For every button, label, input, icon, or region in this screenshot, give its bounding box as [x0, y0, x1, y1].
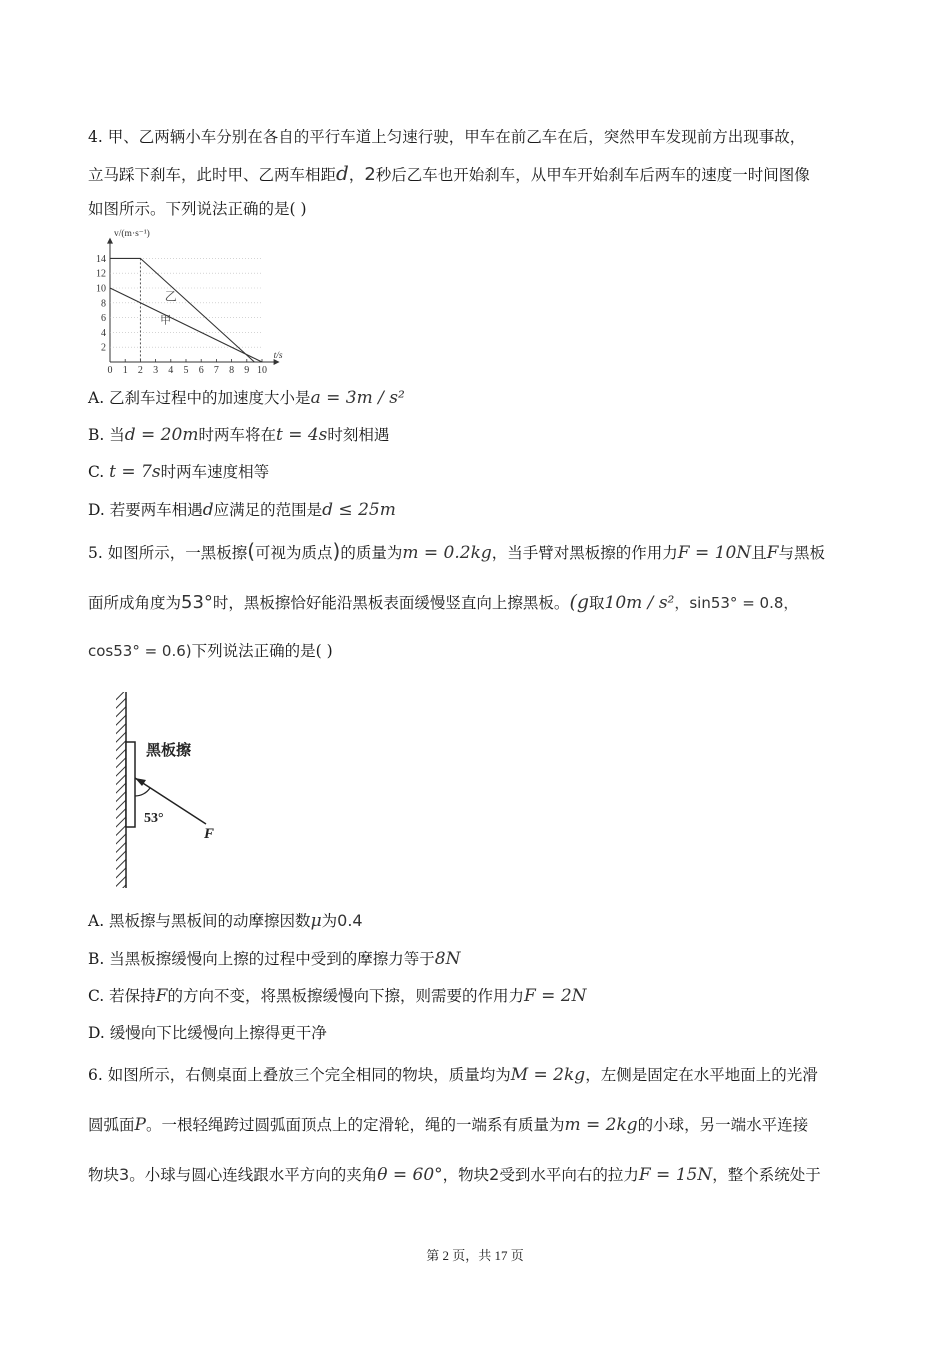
y-tick-label: 10	[96, 283, 106, 295]
q6-text: 。小球与圆心连线跟水平方向的夹角	[129, 1166, 378, 1184]
x-tick-label: 8	[229, 365, 235, 376]
eraser-figure	[108, 690, 238, 890]
y-tick-label: 14	[96, 253, 106, 265]
q4-option-c	[88, 461, 269, 483]
q5-option-c	[88, 985, 587, 1007]
q5-text: 5. 如图所示，一黑板擦	[88, 544, 248, 562]
angle-arc	[135, 788, 150, 796]
q4-text: 如图所示。下列说法正确的是( )	[88, 200, 307, 218]
option-text: 时两车将在	[198, 426, 276, 444]
x-tick-label: 3	[153, 365, 159, 376]
math-expression: cos53° = 0.6)	[88, 642, 192, 660]
option-text: C. 若保持	[88, 987, 156, 1005]
option-text: D. 缓慢向下比缓慢向上擦得更干净	[88, 1024, 327, 1042]
math-expression: 2	[489, 1165, 500, 1184]
series-label-jia: 甲	[160, 314, 172, 327]
q5-text: 时，黑板擦恰好能沿黑板表面缓慢竖直向上擦黑板。	[212, 594, 570, 612]
q5-option-b	[88, 948, 460, 970]
q5-option-a	[88, 910, 363, 932]
q6-text: 受到水平向右的拉力	[499, 1166, 639, 1184]
math-expression: d	[202, 500, 214, 520]
x-axis-label: t/s	[273, 351, 283, 361]
math-expression: d ≤ 25m	[322, 500, 396, 520]
q4-text: 秒后乙车也开始刹车，从甲车开始刹车后两车的速度一时间图像	[375, 166, 810, 184]
q6-text: 的小球，另一端水平连接	[637, 1116, 809, 1134]
q5-text: 面所成角度为	[88, 594, 182, 612]
math-expression: m = 2kg	[564, 1115, 638, 1135]
paren: (	[247, 539, 256, 563]
eraser-label: 黑板擦	[146, 743, 192, 759]
series-line-yi	[110, 258, 254, 362]
x-tick-label: 7	[213, 365, 219, 376]
q5-stem-line2	[88, 591, 798, 614]
eraser-block	[126, 742, 135, 827]
option-text: A. 乙刹车过程中的加速度大小是	[88, 389, 311, 407]
angle-label: 53°	[144, 811, 164, 826]
q5-text: 且	[751, 544, 767, 562]
math-expression: 0.4	[337, 911, 363, 930]
series-label-yi: 乙	[164, 289, 177, 304]
page-footer: 第 2 页，共 17 页	[426, 1248, 524, 1263]
paren: )	[332, 539, 341, 563]
math-expression: P	[134, 1115, 146, 1135]
math-expression: m = 0.2kg	[402, 543, 492, 563]
math-expression: F	[155, 986, 168, 1006]
q4-stem-text: 4. 甲、乙两辆小车分别在各自的平行车道上匀速行驶，甲车在前乙车在后，突然甲车发现前方出现事故，	[88, 128, 806, 146]
x-tick-label: 1	[122, 365, 128, 376]
q5-text: 与黑板	[778, 544, 825, 562]
q5-text: ，当手臂对黑板擦的作用力	[491, 544, 678, 562]
math-expression: 10m / s²	[604, 593, 675, 613]
math-expression: 53°	[181, 592, 213, 613]
math-expression: θ = 60°	[377, 1165, 443, 1185]
math-expression: M = 2kg	[510, 1065, 586, 1085]
q6-stem-line1	[88, 1064, 818, 1086]
q5-text: 的质量为	[340, 544, 403, 562]
q5-stem-line1	[88, 540, 825, 564]
option-text: 的方向不变，将黑板擦缓慢向下擦，则需要的作用力	[167, 987, 524, 1005]
math-expression: F = 2N	[523, 986, 587, 1006]
option-text: A. 黑板擦与黑板间的动摩擦因数	[88, 912, 311, 930]
math-expression: a = 3m / s²	[310, 388, 405, 408]
x-tick-label: 2	[137, 365, 143, 376]
math-expression: F = 10N	[677, 543, 752, 563]
math-expression: 8N	[434, 949, 461, 969]
q6-stem-line2	[88, 1114, 808, 1136]
option-text: B. 当	[88, 426, 125, 444]
math-expression: t = 7s	[109, 462, 161, 482]
option-text: C.	[88, 463, 110, 481]
y-tick-label: 2	[101, 342, 106, 354]
q5-text: 下列说法正确的是( )	[191, 642, 333, 660]
x-tick-label: 4	[168, 365, 174, 376]
option-text: 时刻相遇	[327, 426, 390, 444]
q5-text: 取	[589, 594, 605, 612]
x-tick-label: 10	[257, 365, 267, 376]
q4-option-d	[88, 499, 396, 521]
q4-num-2: 2	[364, 164, 376, 185]
option-text: B. 当黑板擦缓慢向上擦的过程中受到的摩擦力等于	[88, 950, 435, 968]
option-text: 为	[321, 912, 338, 930]
math-expression: (g	[569, 591, 590, 613]
q6-text: 6. 如图所示，右侧桌面上叠放三个完全相同的物块，质量均为	[88, 1066, 511, 1084]
q5-option-d	[88, 1022, 327, 1044]
force-label: F	[204, 826, 215, 842]
y-tick-label: 12	[96, 268, 106, 280]
math-expression: F	[766, 543, 779, 563]
x-tick-label: 9	[244, 365, 250, 376]
y-tick-label: 4	[101, 327, 106, 339]
wall-hatch	[116, 692, 126, 888]
q4-var-d: d	[336, 161, 349, 185]
math-expression: μ	[310, 911, 322, 931]
q4-stem-line1	[88, 126, 805, 148]
q5-stem-line3	[88, 640, 333, 662]
q4-stem-line2: 立马踩下刹车，此时甲、乙两车相距d，2秒后乙车也开始刹车，从甲车开始刹车后两车的速度一时间图像	[88, 161, 810, 185]
vt-chart	[88, 226, 318, 376]
q6-text: ，整个系统处于	[712, 1166, 821, 1184]
q6-text: 。一根轻绳跨过圆弧面顶点上的定滑轮，绳的一端系有质量为	[145, 1116, 565, 1134]
y-axis-arrow-icon	[107, 238, 113, 244]
math-expression: ，sin53° = 0.8，	[674, 594, 799, 612]
math-expression: F = 15N	[638, 1165, 713, 1185]
y-tick-label: 6	[101, 313, 106, 325]
y-tick-label: 8	[101, 298, 106, 310]
q6-text: ，左侧是固定在水平地面上的光滑	[585, 1066, 818, 1084]
option-text: 时两车速度相等	[160, 463, 270, 481]
q4-text: 立马踩下刹车，此时甲、乙两车相距	[88, 166, 337, 184]
q6-text: 物块	[88, 1166, 120, 1184]
option-text: D. 若要两车相遇	[88, 501, 203, 519]
option-text: 应满足的范围是	[213, 501, 323, 519]
y-axis-label: v/(m·s⁻¹)	[114, 229, 150, 239]
math-expression: t = 4s	[275, 425, 328, 445]
x-tick-label: 5	[183, 365, 189, 376]
math-expression: d = 20m	[124, 425, 199, 445]
q4-option-b	[88, 424, 389, 446]
x-tick-label: 6	[198, 365, 204, 376]
math-expression: 3	[119, 1165, 130, 1184]
q6-stem-line3	[88, 1164, 821, 1186]
q5-text: 可视为质点	[255, 544, 333, 562]
q4-option-a	[88, 387, 405, 409]
q6-text: ，物块	[442, 1166, 490, 1184]
x-tick-label: 0	[107, 365, 113, 376]
q4-stem-line3	[88, 198, 307, 220]
q6-text: 圆弧面	[88, 1116, 135, 1134]
